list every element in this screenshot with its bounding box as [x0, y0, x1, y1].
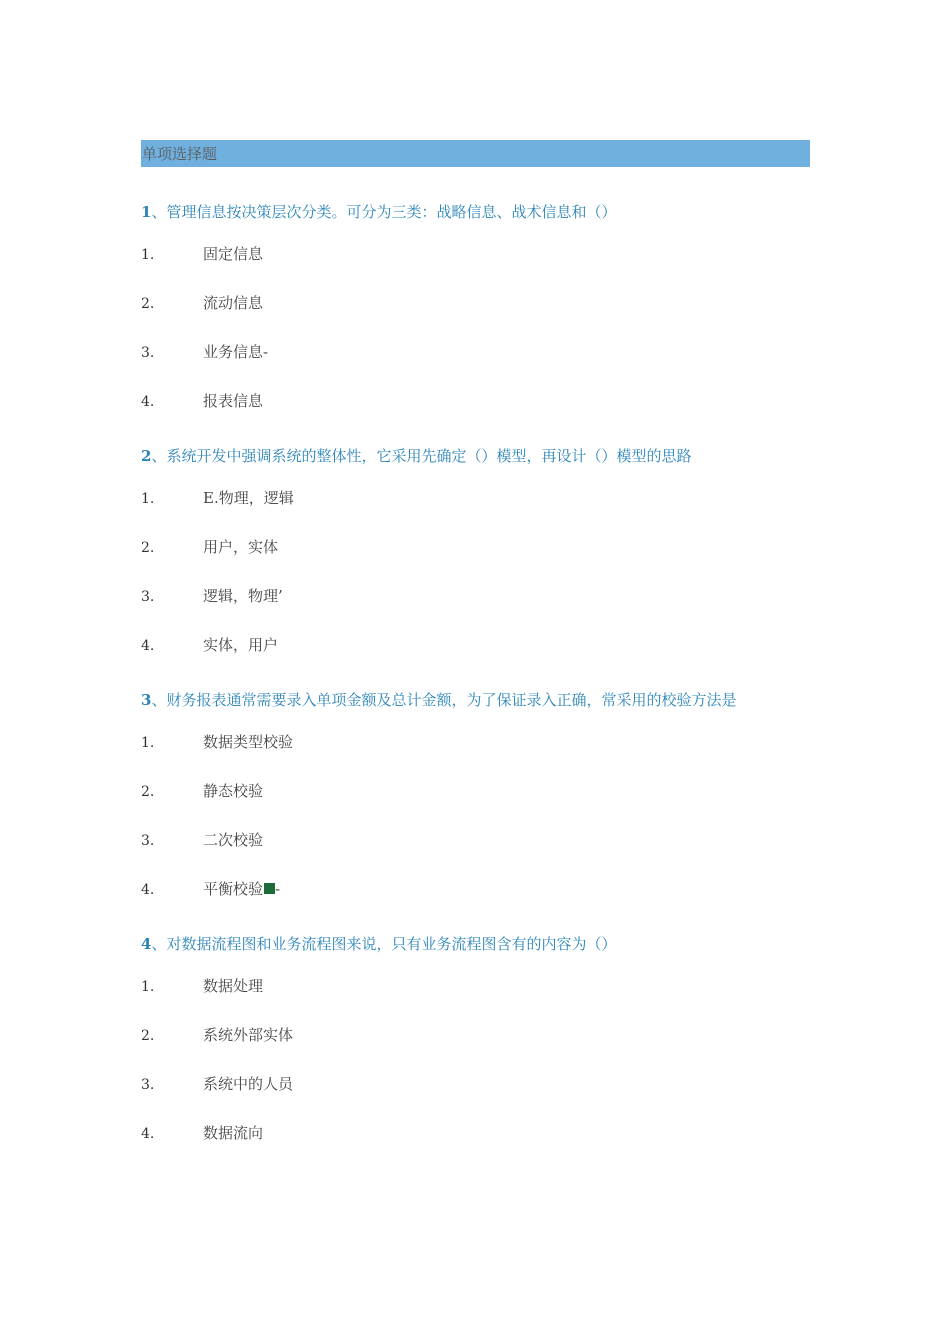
option-item: [141, 391, 810, 411]
option-list: [141, 732, 810, 899]
question-text: 、管理信息按决策层次分类。可分为三类：战略信息、战术信息和（）: [151, 203, 617, 221]
option-list: [141, 976, 810, 1143]
question-title: [141, 690, 810, 710]
option-item: [141, 293, 810, 313]
option-number: 3.: [141, 589, 155, 605]
option-text: 数据类型校验: [203, 733, 294, 751]
option-text: 二次校验: [203, 831, 264, 849]
section-header: [141, 140, 810, 167]
question-number: 2: [141, 447, 152, 465]
option-item: [141, 1025, 810, 1045]
option-item: [141, 879, 810, 899]
green-square-marker-icon: [264, 883, 275, 894]
option-number: 1.: [141, 735, 155, 751]
option-number: 4.: [141, 638, 155, 654]
option-number: 3.: [141, 833, 155, 849]
option-number: 2.: [141, 540, 155, 556]
option-text: 平衡校验: [203, 880, 264, 898]
option-text: 固定信息: [203, 245, 264, 263]
option-number: 1.: [141, 247, 155, 263]
question-number: 1: [141, 203, 152, 221]
question-number: 4: [141, 935, 152, 953]
option-item: [141, 1123, 810, 1143]
option-item: [141, 586, 810, 606]
option-item: [141, 1074, 810, 1094]
question-4: [141, 934, 810, 1143]
question-title: [141, 934, 810, 954]
option-list: [141, 488, 810, 655]
option-number: 4.: [141, 882, 155, 898]
question-number: 3: [141, 691, 152, 709]
option-item: [141, 244, 810, 264]
option-item: [141, 635, 810, 655]
option-number: 1.: [141, 979, 155, 995]
document-page: [141, 140, 810, 1178]
option-number: 2.: [141, 296, 155, 312]
option-text: E.物理，逻辑: [203, 489, 294, 507]
option-number: 3.: [141, 1077, 155, 1093]
option-number: 3.: [141, 345, 155, 361]
option-item: [141, 830, 810, 850]
option-number: 4.: [141, 1126, 155, 1142]
option-text: 实体，用户: [203, 636, 279, 654]
option-item: [141, 342, 810, 362]
option-item: [141, 732, 810, 752]
option-suffix: -: [275, 880, 281, 898]
question-2: [141, 446, 810, 655]
question-1: [141, 202, 810, 411]
option-item: [141, 781, 810, 801]
section-title: 单项选择题: [142, 145, 218, 163]
option-text: 系统中的人员: [203, 1075, 294, 1093]
option-item: [141, 537, 810, 557]
question-text: 、对数据流程图和业务流程图来说，只有业务流程图含有的内容为（）: [151, 935, 617, 953]
question-3: [141, 690, 810, 899]
option-text: 逻辑，物理’: [203, 587, 283, 605]
option-item: [141, 976, 810, 996]
option-text: 业务信息-: [203, 343, 269, 361]
question-title: [141, 446, 810, 466]
question-title: [141, 202, 810, 222]
option-number: 2.: [141, 1028, 155, 1044]
option-text: 用户，实体: [203, 538, 279, 556]
option-text: 数据流向: [203, 1124, 264, 1142]
option-item: [141, 488, 810, 508]
option-number: 2.: [141, 784, 155, 800]
question-text: 、系统开发中强调系统的整体性，它采用先确定（）模型，再设计（）模型的思路: [151, 447, 692, 465]
option-text: 流动信息: [203, 294, 264, 312]
option-list: [141, 244, 810, 411]
option-number: 1.: [141, 491, 155, 507]
question-text: 、财务报表通常需要录入单项金额及总计金额，为了保证录入正确，常采用的校验方法是: [151, 691, 737, 709]
option-text: 系统外部实体: [203, 1026, 294, 1044]
option-text: 数据处理: [203, 977, 264, 995]
option-number: 4.: [141, 394, 155, 410]
option-text: 报表信息: [203, 392, 264, 410]
option-text: 静态校验: [203, 782, 264, 800]
